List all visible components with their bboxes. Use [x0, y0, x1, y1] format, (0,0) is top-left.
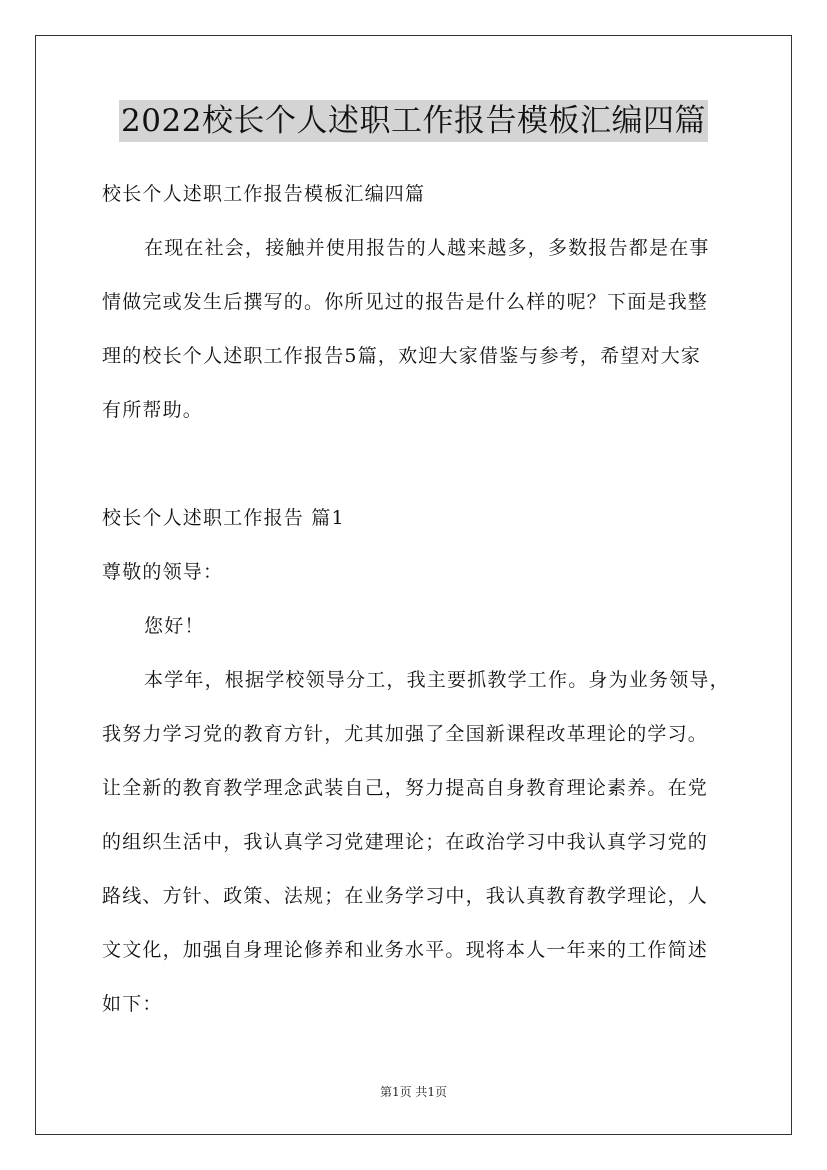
greeting: 您好！ — [144, 615, 205, 637]
body-line: 如下： — [102, 993, 163, 1015]
body-line: 我努力学习党的教育方针，尤其加强了全国新课程改革理论的学习。 — [102, 723, 709, 745]
document-subtitle: 校长个人述职工作报告模板汇编四篇 — [102, 183, 426, 205]
body-line: 让全新的教育教学理念武装自己，努力提高自身教育理论素养。在党 — [102, 777, 709, 799]
intro-line: 有所帮助。 — [102, 399, 204, 421]
section-heading: 校长个人述职工作报告 篇1 — [102, 507, 345, 529]
body-line: 路线、方针、政策、法规；在业务学习中，我认真教育教学理论，人 — [102, 885, 709, 907]
document-title-text: 2022校长个人述职工作报告模板汇编四篇 — [119, 100, 708, 142]
intro-line: 理的校长个人述职工作报告5篇，欢迎大家借鉴与参考，希望对大家 — [102, 345, 702, 367]
salutation: 尊敬的领导： — [102, 561, 224, 583]
body-line: 本学年，根据学校领导分工，我主要抓教学工作。身为业务领导， — [144, 669, 730, 691]
intro-line: 情做完或发生后撰写的。你所见过的报告是什么样的呢？下面是我整 — [102, 291, 709, 313]
body-line: 的组织生活中，我认真学习党建理论；在政治学习中我认真学习党的 — [102, 831, 709, 853]
page-footer: 第1页 共1页 — [379, 1085, 448, 1099]
document-title — [0, 100, 827, 142]
body-line: 文文化，加强自身理论修养和业务水平。现将本人一年来的工作简述 — [102, 939, 709, 961]
intro-line: 在现在社会，接触并使用报告的人越来越多，多数报告都是在事 — [144, 237, 710, 259]
